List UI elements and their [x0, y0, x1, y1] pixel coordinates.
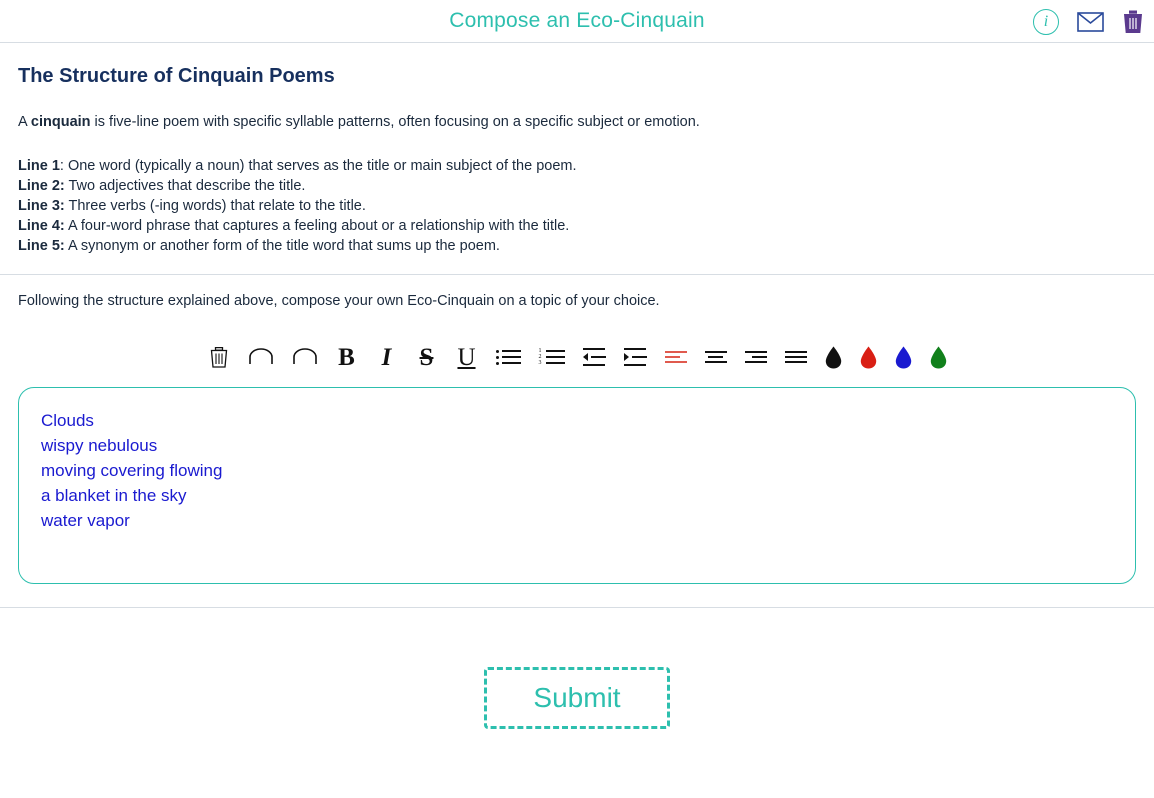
intro-bold-term: cinquain — [30, 114, 91, 130]
cinquain-rule-3-text: Three verbs (-ing words) that relate to the title. — [64, 198, 366, 214]
instructions-section — [0, 43, 1154, 275]
cinquain-rule-5 — [18, 236, 1136, 256]
poem-line-3: moving covering flowing — [41, 461, 223, 480]
italic-icon[interactable]: I — [381, 343, 392, 371]
undo-icon-svg — [248, 348, 274, 366]
clear-formatting-icon-svg — [210, 347, 228, 368]
bulleted-list-glyph — [496, 349, 521, 366]
poem-line-5: water vapor — [41, 511, 130, 530]
text-color-blue-icon[interactable] — [895, 346, 912, 368]
cinquain-rule-4-label: Line 4: — [18, 218, 65, 234]
align-right-icon[interactable] — [745, 343, 767, 371]
text-color-black-icon[interactable] — [825, 346, 842, 368]
text-color-blue-svg — [895, 346, 912, 369]
cinquain-rule-1 — [18, 156, 1136, 176]
mail-icon-svg — [1077, 12, 1104, 32]
app-header — [0, 0, 1154, 43]
align-center-icon[interactable] — [705, 343, 727, 371]
align-right-glyph — [745, 349, 767, 366]
align-left-glyph — [665, 349, 687, 366]
trash-icon[interactable] — [1122, 10, 1144, 34]
cinquain-rule-2-label: Line 2: — [18, 178, 65, 194]
cinquain-rule-1-text: : One word (typically a noun) that serves as the title or main subject of the poem. — [59, 158, 577, 174]
instructions-title: The Structure of Cinquain Poems — [18, 65, 335, 87]
clear-formatting-icon[interactable] — [208, 343, 230, 371]
indent-glyph — [624, 349, 647, 366]
info-icon-glyph: i — [1033, 9, 1059, 35]
cinquain-rule-2-text: Two adjectives that describe the title. — [64, 178, 306, 194]
intro-pre: A — [18, 114, 31, 130]
align-justify-glyph — [785, 349, 807, 366]
text-color-red-svg — [860, 346, 877, 369]
poem-line-2: wispy nebulous — [41, 436, 158, 455]
mail-icon[interactable] — [1077, 12, 1104, 32]
submit-button[interactable]: Submit — [484, 667, 669, 729]
cinquain-rule-5-text: A synonym or another form of the title word that sums up the poem. — [64, 238, 500, 254]
underline-icon[interactable]: U — [457, 343, 476, 371]
redo-icon-svg — [292, 348, 318, 366]
cinquain-rule-5-label: Line 5: — [18, 238, 65, 254]
cinquain-rule-4 — [18, 216, 1136, 236]
align-left-icon[interactable] — [665, 343, 687, 371]
text-color-green-icon[interactable] — [930, 346, 947, 368]
editor-toolbar — [0, 337, 1154, 377]
outdent-glyph — [583, 349, 606, 366]
redo-icon[interactable] — [292, 343, 318, 371]
intro-post: is five-line poem with specific syllable patterns, often focusing on a specific subject or emotion. — [90, 114, 700, 130]
task-prompt-section — [0, 275, 1154, 309]
cinquain-rule-1-label: Line 1 — [18, 158, 60, 174]
cinquain-rule-3 — [18, 196, 1136, 216]
submit-section — [0, 608, 1154, 798]
page-title: Compose an Eco-Cinquain — [449, 9, 705, 32]
numbered-list-icon[interactable] — [539, 343, 565, 371]
poem-line-4: a blanket in the sky — [41, 486, 187, 505]
bold-icon[interactable]: B — [338, 343, 355, 371]
cinquain-rule-4-text: A four-word phrase that captures a feeling about or a relationship with the title. — [64, 218, 570, 234]
indent-icon[interactable] — [624, 343, 647, 371]
bulleted-list-icon[interactable] — [496, 343, 521, 371]
trash-icon-svg — [1122, 10, 1144, 34]
poem-line-1: Clouds — [41, 411, 94, 430]
instructions-intro — [18, 114, 1136, 130]
poem-editor[interactable] — [18, 387, 1136, 584]
align-center-glyph — [705, 349, 727, 366]
cinquain-rule-3-label: Line 3: — [18, 198, 65, 214]
info-icon[interactable] — [1033, 9, 1059, 35]
undo-icon[interactable] — [248, 343, 274, 371]
numbered-list-glyph: 1 2 3 — [539, 349, 565, 366]
cinquain-rule-2 — [18, 176, 1136, 196]
outdent-icon[interactable] — [583, 343, 606, 371]
task-prompt-text: Following the structure explained above, compose your own Eco-Cinquain on a topic of your choice. — [18, 293, 660, 309]
header-icon-group — [1033, 0, 1144, 43]
text-color-red-icon[interactable] — [860, 346, 877, 368]
strikethrough-icon[interactable]: S — [419, 343, 434, 371]
text-color-black-svg — [825, 346, 842, 369]
align-justify-icon[interactable] — [785, 343, 807, 371]
cinquain-line-rules — [18, 156, 1136, 256]
text-color-green-svg — [930, 346, 947, 369]
